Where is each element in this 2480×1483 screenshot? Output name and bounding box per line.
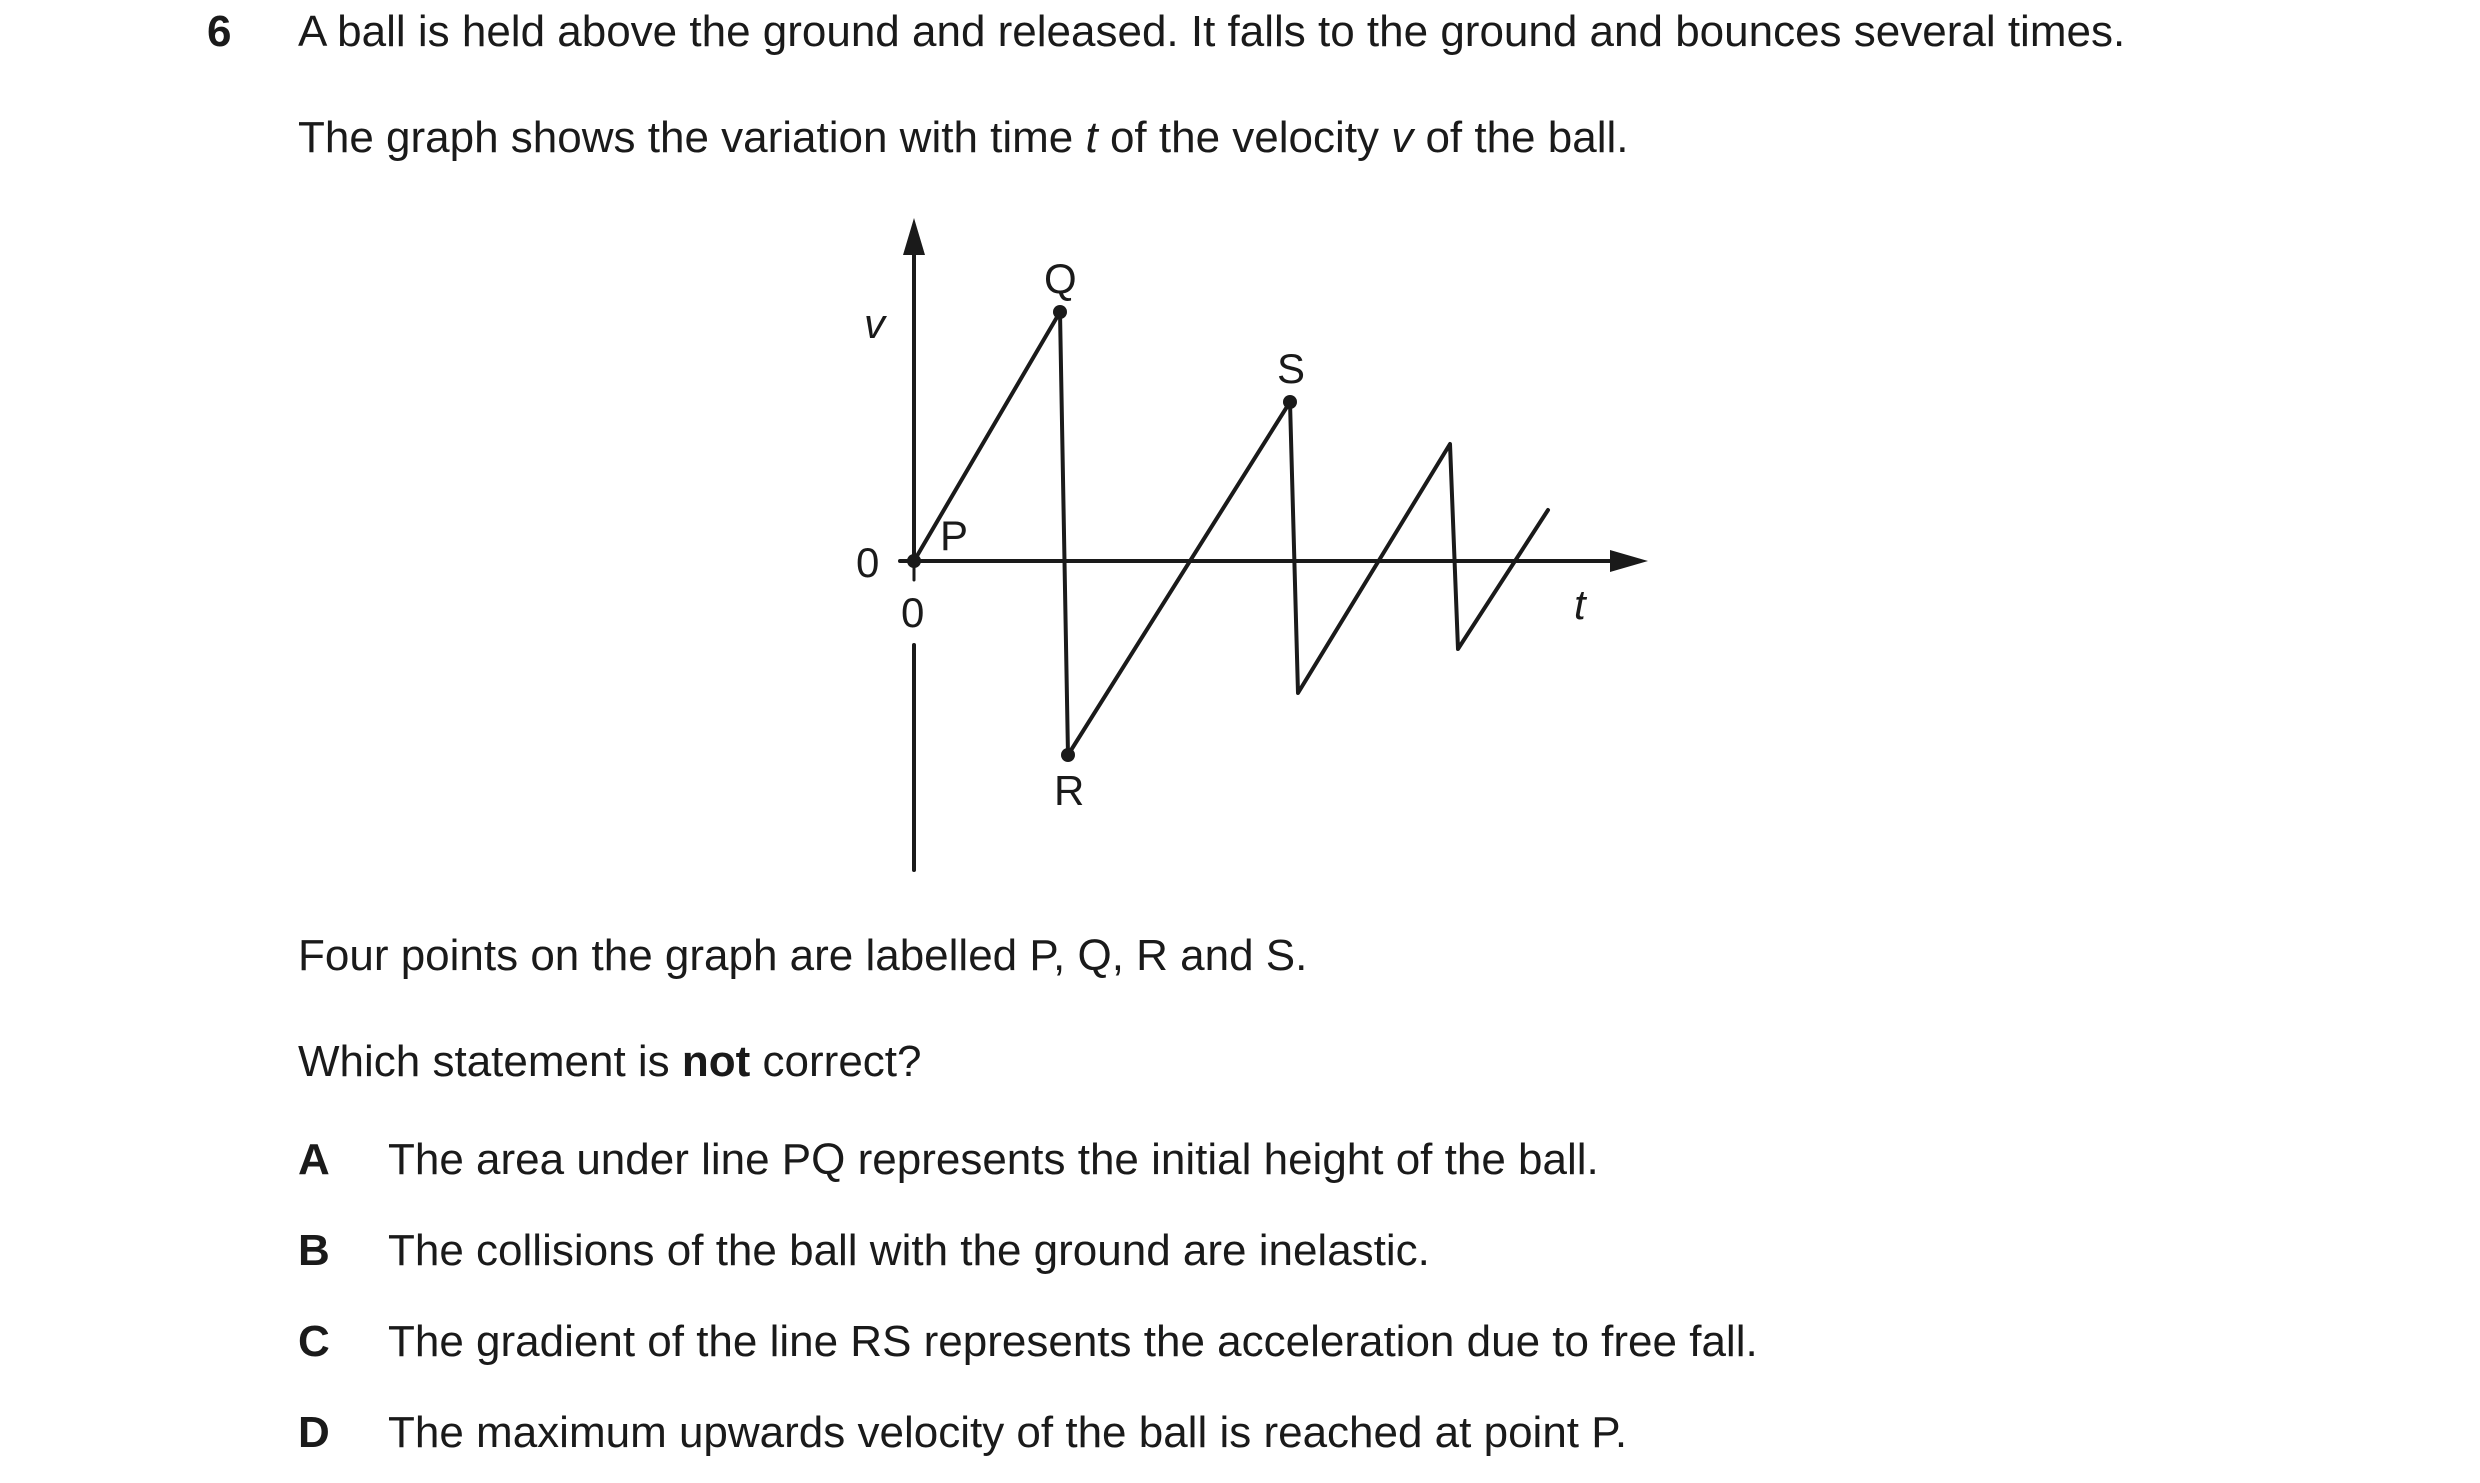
point-s-marker [1283,395,1297,409]
desc-part-2: of the velocity [1097,113,1392,162]
prompt-emphasis: not [681,1037,751,1086]
option-d-text: The maximum upwards velocity of the ball is reached at point P. [388,1408,1628,1457]
option-a-letter: A [298,1135,330,1184]
x-origin-label: 0 [901,589,925,636]
desc-time-symbol: t [1085,113,1098,162]
desc-part-1: The graph shows the variation with time [298,113,1086,162]
prompt-part-1: Which statement is [298,1037,682,1086]
point-s-label: S [1277,345,1306,392]
option-b-letter: B [298,1226,330,1275]
point-q-label: Q [1044,255,1077,302]
y-axis-label: v [864,300,885,347]
velocity-trace [914,312,1548,755]
prompt-part-2: correct? [750,1037,922,1086]
point-p-marker [907,554,921,568]
desc-part-3: of the ball. [1413,113,1629,162]
point-p-label: P [940,512,969,559]
question-prompt [298,1036,921,1088]
points-statement: Four points on the graph are labelled P, Q, R and S. [298,931,1308,980]
question-intro: A ball is held above the ground and released. It falls to the ground and bounces several times. [298,7,2126,56]
y-origin-label: 0 [856,539,880,586]
question-number: 6 [207,7,232,56]
option-c-text: The gradient of the line RS represents the acceleration due to free fall. [388,1317,1758,1366]
point-q-marker [1053,305,1067,319]
y-axis-arrowhead [903,218,925,255]
point-r-label: R [1054,767,1085,814]
option-d-letter: D [298,1408,330,1457]
option-a-text: The area under line PQ represents the initial height of the ball. [388,1135,1599,1184]
x-axis-label: t [1574,581,1586,628]
option-c-letter: C [298,1317,330,1366]
desc-velocity-symbol: v [1391,113,1414,162]
option-b-text: The collisions of the ball with the ground are inelastic. [388,1226,1430,1275]
x-axis-arrowhead [1610,550,1648,572]
point-r-marker [1061,748,1075,762]
